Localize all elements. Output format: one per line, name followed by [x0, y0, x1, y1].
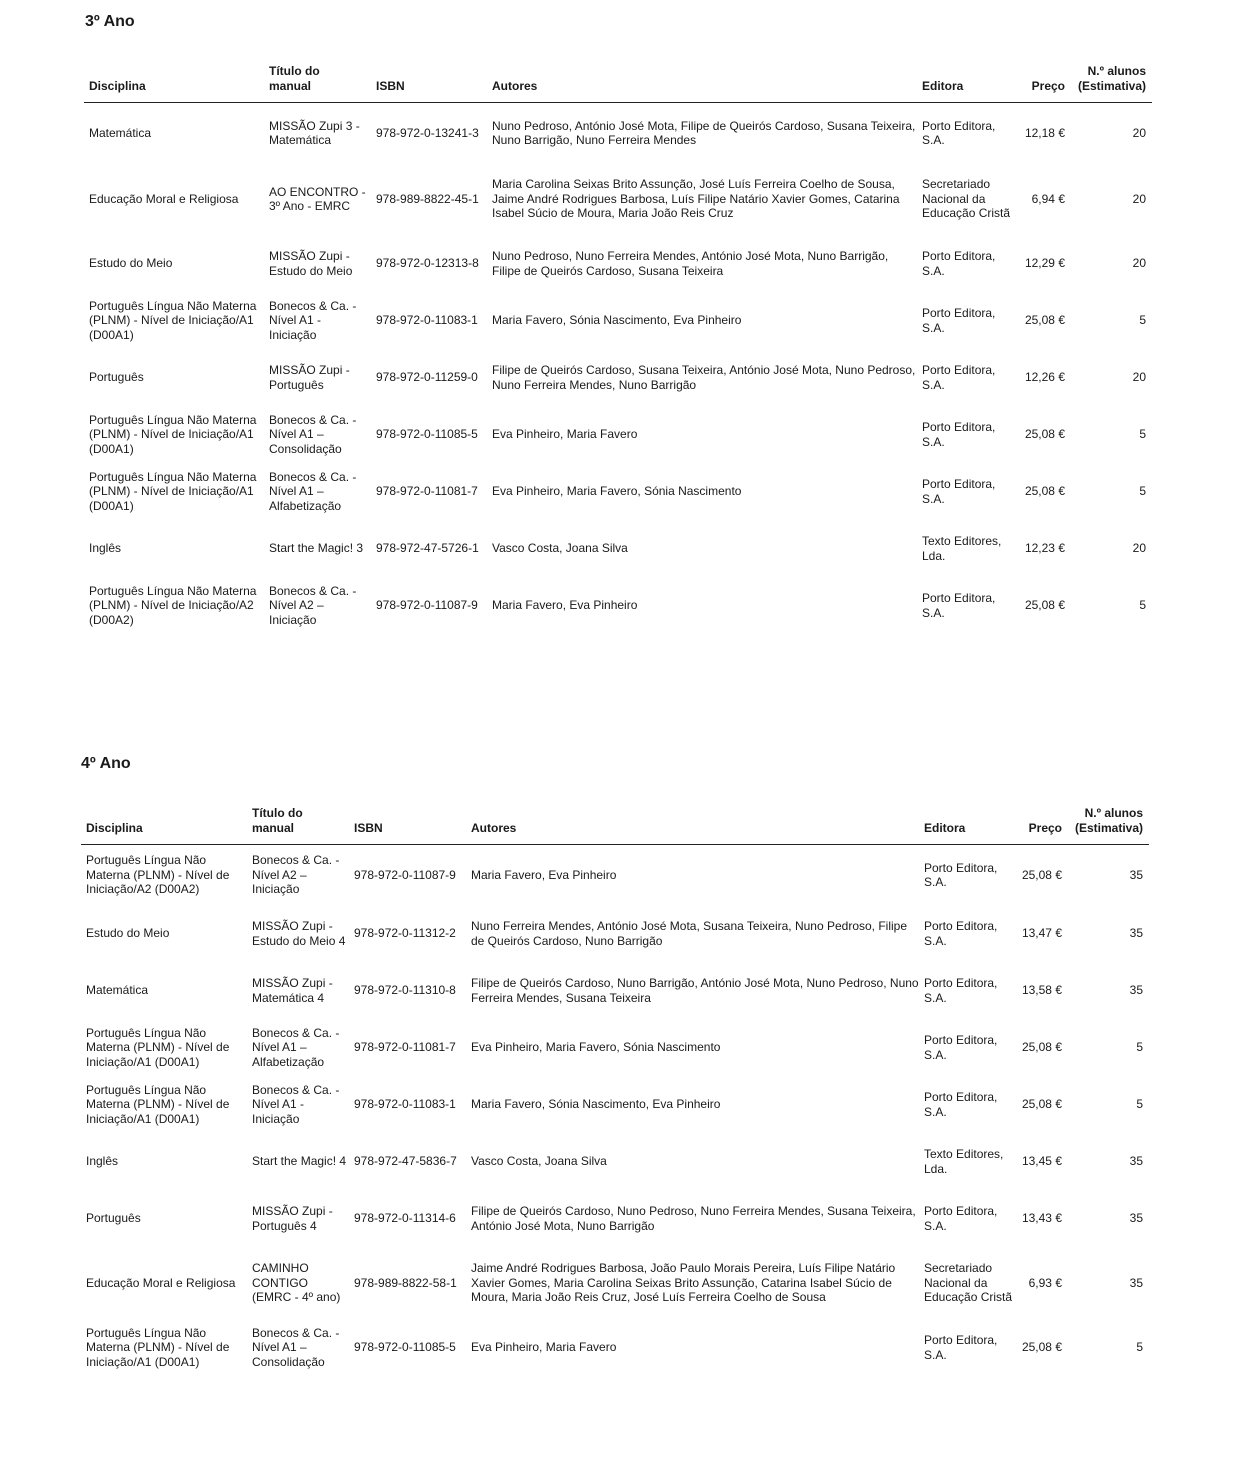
cell-titulo: MISSÃO Zupi 3 - Matemática: [269, 118, 360, 147]
cell-autores: Eva Pinheiro, Maria Favero: [471, 1340, 617, 1355]
table-row: [81, 905, 1149, 962]
cell-isbn: 978-972-0-11083-1: [354, 1097, 456, 1112]
cell-editora: Texto Editores, Lda.: [922, 534, 1002, 563]
table-row: [84, 577, 1152, 634]
table-body: [84, 103, 1152, 635]
header-autores: Autores: [487, 64, 917, 103]
cell-isbn: 978-972-0-11259-0: [376, 370, 478, 385]
cell-preco: 25,08 €: [1021, 1340, 1062, 1355]
cell-alunos: 20: [1132, 191, 1146, 206]
table-row: [84, 520, 1152, 577]
section-4-ano: [81, 752, 1151, 1376]
section-3-ano: [84, 10, 1154, 634]
header-alunos: N.º alunos (Estimativa): [1073, 64, 1152, 103]
cell-editora: Porto Editora, S.A.: [922, 249, 996, 278]
cell-alunos: 35: [1129, 867, 1143, 882]
cell-isbn: 978-972-0-11310-8: [354, 983, 456, 998]
cell-autores: Eva Pinheiro, Maria Favero: [492, 427, 638, 442]
cell-editora: Porto Editora, S.A.: [924, 1333, 998, 1362]
header-titulo: Título do manual: [264, 64, 371, 103]
section-title: 4º Ano: [81, 755, 131, 772]
cell-alunos: 5: [1139, 484, 1146, 499]
cell-editora: Porto Editora, S.A.: [922, 420, 996, 449]
table-body: [81, 845, 1149, 1377]
cell-titulo: Bonecos & Ca. - Nível A1 – Consolidação: [269, 412, 357, 456]
cell-preco: 25,08 €: [1024, 427, 1065, 442]
cell-disciplina: Português: [89, 370, 144, 385]
cell-autores: Vasco Costa, Joana Silva: [471, 1154, 607, 1169]
cell-isbn: 978-972-0-11083-1: [376, 313, 478, 328]
cell-disciplina: Matemática: [86, 983, 149, 998]
table-row: [84, 463, 1152, 520]
cell-titulo: Bonecos & Ca. - Nível A1 - Iniciação: [269, 298, 357, 342]
table-row: [81, 962, 1149, 1019]
cell-autores: Maria Carolina Seixas Brito Assunção, José Luís Ferreira Coelho de Sousa, Jaime André Rodrigues Barbosa, Luís Filipe Natário Xavier Gomes, Catarina Isabel Súcio de Moura, Maria João Reis Cruz: [492, 177, 900, 221]
table-row: [84, 406, 1152, 463]
cell-isbn: 978-972-0-11312-2: [354, 926, 456, 941]
cell-isbn: 978-972-0-13241-3: [376, 125, 479, 140]
table-row: [81, 1133, 1149, 1190]
cell-editora: Porto Editora, S.A.: [924, 1033, 998, 1062]
table-row: [84, 163, 1152, 235]
cell-autores: Filipe de Queirós Cardoso, Nuno Barrigão, António José Mota, Nuno Pedroso, Nuno Ferreira Mendes, Susana Teixeira: [471, 976, 919, 1005]
section-title: 3º Ano: [85, 13, 135, 30]
cell-titulo: Bonecos & Ca. - Nível A1 – Alfabetização: [252, 1025, 340, 1069]
header-autores: Autores: [466, 806, 919, 845]
cell-disciplina: Português Língua Não Materna (PLNM) - Nível de Iniciação/A1 (D00A1): [89, 469, 257, 513]
cell-autores: Maria Favero, Sónia Nascimento, Eva Pinheiro: [492, 313, 742, 328]
cell-preco: 25,08 €: [1021, 1040, 1062, 1055]
cell-autores: Maria Favero, Eva Pinheiro: [492, 598, 638, 613]
cell-autores: Jaime André Rodrigues Barbosa, João Paulo Morais Pereira, Luís Filipe Natário Xavier Gomes, Maria Carolina Seixas Brito Assunção, Catarina Isabel Súcio de Moura, Maria João Reis Cruz, José Luís Ferreira Coelho de Sousa: [471, 1261, 896, 1305]
header-editora: Editora: [917, 64, 1013, 103]
cell-titulo: AO ENCONTRO - 3º Ano - EMRC: [269, 184, 366, 213]
cell-editora: Secretariado Nacional da Educação Cristã: [922, 177, 1011, 221]
header-isbn: ISBN: [371, 64, 487, 103]
cell-disciplina: Matemática: [89, 125, 152, 140]
cell-titulo: Bonecos & Ca. - Nível A2 – Iniciação: [252, 853, 340, 897]
cell-preco: 13,43 €: [1021, 1211, 1062, 1226]
cell-isbn: 978-972-0-11085-5: [354, 1340, 456, 1355]
cell-autores: Filipe de Queirós Cardoso, Susana Teixeira, António José Mota, Nuno Pedroso, Nuno Ferreira Mendes, Nuno Barrigão: [492, 363, 916, 392]
cell-titulo: Bonecos & Ca. - Nível A2 – Iniciação: [269, 583, 357, 627]
cell-titulo: MISSÃO Zupi - Estudo do Meio: [269, 249, 353, 278]
cell-alunos: 5: [1139, 598, 1146, 613]
table-row: [81, 1076, 1149, 1133]
cell-editora: Porto Editora, S.A.: [924, 1204, 998, 1233]
cell-alunos: 20: [1132, 370, 1146, 385]
cell-alunos: 35: [1129, 1211, 1143, 1226]
cell-preco: 6,93 €: [1028, 1275, 1062, 1290]
cell-alunos: 5: [1139, 313, 1146, 328]
textbook-table: [84, 64, 1152, 634]
table-row: [84, 103, 1152, 164]
cell-isbn: 978-972-0-12313-8: [376, 256, 479, 271]
cell-disciplina: Educação Moral e Religiosa: [86, 1275, 236, 1290]
cell-preco: 13,58 €: [1021, 983, 1062, 998]
cell-preco: 25,08 €: [1021, 867, 1062, 882]
cell-titulo: Start the Magic! 4: [252, 1154, 347, 1169]
cell-alunos: 35: [1129, 926, 1143, 941]
header-preco: Preço: [1013, 806, 1070, 845]
cell-isbn: 978-972-47-5836-7: [354, 1154, 457, 1169]
cell-isbn: 978-972-0-11081-7: [376, 484, 478, 499]
cell-autores: Vasco Costa, Joana Silva: [492, 541, 628, 556]
cell-preco: 12,18 €: [1024, 125, 1065, 140]
cell-disciplina: Português Língua Não Materna (PLNM) - Nível de Iniciação/A1 (D00A1): [86, 1025, 230, 1069]
cell-alunos: 35: [1129, 1154, 1143, 1169]
cell-disciplina: Português Língua Não Materna (PLNM) - Nível de Iniciação/A1 (D00A1): [86, 1325, 230, 1369]
table-header-row: [84, 64, 1152, 103]
cell-titulo: MISSÃO Zupi - Português 4: [252, 1204, 333, 1233]
cell-alunos: 20: [1132, 125, 1146, 140]
cell-titulo: CAMINHO CONTIGO (EMRC - 4º ano): [252, 1261, 341, 1305]
cell-alunos: 35: [1129, 1275, 1143, 1290]
cell-disciplina: Português Língua Não Materna (PLNM) - Nível de Iniciação/A1 (D00A1): [89, 298, 257, 342]
cell-editora: Texto Editores, Lda.: [924, 1147, 1004, 1176]
cell-editora: Porto Editora, S.A.: [922, 477, 996, 506]
cell-editora: Porto Editora, S.A.: [922, 118, 996, 147]
cell-disciplina: Inglês: [86, 1154, 119, 1169]
cell-autores: Nuno Pedroso, António José Mota, Filipe de Queirós Cardoso, Susana Teixeira, Nuno Barrigão, Nuno Ferreira Mendes: [492, 118, 916, 147]
cell-titulo: MISSÃO Zupi - Matemática 4: [252, 976, 333, 1005]
cell-disciplina: Inglês: [89, 541, 122, 556]
cell-autores: Eva Pinheiro, Maria Favero, Sónia Nascimento: [492, 484, 742, 499]
cell-editora: Porto Editora, S.A.: [922, 306, 996, 335]
cell-preco: 12,23 €: [1024, 541, 1065, 556]
cell-alunos: 5: [1136, 1040, 1143, 1055]
header-disciplina: Disciplina: [81, 806, 247, 845]
cell-isbn: 978-989-8822-45-1: [376, 191, 479, 206]
cell-alunos: 5: [1136, 1340, 1143, 1355]
cell-alunos: 5: [1139, 427, 1146, 442]
cell-preco: 25,08 €: [1021, 1097, 1062, 1112]
table-row: [81, 1319, 1149, 1376]
table-row: [81, 1190, 1149, 1247]
table-row: [81, 845, 1149, 906]
cell-disciplina: Português Língua Não Materna (PLNM) - Nível de Iniciação/A1 (D00A1): [89, 412, 257, 456]
cell-alunos: 35: [1129, 983, 1143, 998]
textbook-table: [81, 806, 1149, 1376]
header-alunos: N.º alunos (Estimativa): [1070, 806, 1149, 845]
cell-alunos: 20: [1132, 256, 1146, 271]
cell-isbn: 978-972-0-11087-9: [376, 598, 478, 613]
cell-disciplina: Português Língua Não Materna (PLNM) - Nível de Iniciação/A1 (D00A1): [86, 1082, 230, 1126]
cell-editora: Porto Editora, S.A.: [924, 919, 998, 948]
cell-titulo: Bonecos & Ca. - Nível A1 – Alfabetização: [269, 469, 357, 513]
cell-preco: 6,94 €: [1031, 191, 1065, 206]
cell-editora: Secretariado Nacional da Educação Cristã: [924, 1261, 1013, 1305]
cell-preco: 12,26 €: [1024, 370, 1065, 385]
cell-editora: Porto Editora, S.A.: [922, 363, 996, 392]
cell-isbn: 978-989-8822-58-1: [354, 1275, 457, 1290]
table-header-row: [81, 806, 1149, 845]
cell-editora: Porto Editora, S.A.: [924, 1090, 998, 1119]
cell-titulo: MISSÃO Zupi - Português: [269, 363, 350, 392]
header-disciplina: Disciplina: [84, 64, 264, 103]
header-editora: Editora: [919, 806, 1013, 845]
cell-preco: 12,29 €: [1024, 256, 1065, 271]
header-preco: Preço: [1013, 64, 1073, 103]
header-isbn: ISBN: [349, 806, 466, 845]
cell-disciplina: Estudo do Meio: [86, 926, 170, 941]
cell-alunos: 20: [1132, 541, 1146, 556]
cell-preco: 25,08 €: [1024, 313, 1065, 328]
cell-editora: Porto Editora, S.A.: [924, 860, 998, 889]
cell-isbn: 978-972-0-11085-5: [376, 427, 478, 442]
cell-editora: Porto Editora, S.A.: [924, 976, 998, 1005]
table-row: [81, 1019, 1149, 1076]
cell-titulo: Start the Magic! 3: [269, 541, 364, 556]
table-row: [84, 235, 1152, 292]
cell-autores: Filipe de Queirós Cardoso, Nuno Pedroso, Nuno Ferreira Mendes, Susana Teixeira, António José Mota, Nuno Barrigão: [471, 1204, 916, 1233]
cell-preco: 25,08 €: [1024, 484, 1065, 499]
cell-preco: 13,45 €: [1021, 1154, 1062, 1169]
table-row: [81, 1247, 1149, 1319]
cell-isbn: 978-972-47-5726-1: [376, 541, 479, 556]
cell-autores: Maria Favero, Sónia Nascimento, Eva Pinheiro: [471, 1097, 721, 1112]
cell-alunos: 5: [1136, 1097, 1143, 1112]
cell-disciplina: Português Língua Não Materna (PLNM) - Nível de Iniciação/A2 (D00A2): [89, 583, 257, 627]
cell-preco: 25,08 €: [1024, 598, 1065, 613]
cell-titulo: Bonecos & Ca. - Nível A1 - Iniciação: [252, 1082, 340, 1126]
cell-autores: Maria Favero, Eva Pinheiro: [471, 867, 617, 882]
cell-preco: 13,47 €: [1021, 926, 1062, 941]
cell-disciplina: Educação Moral e Religiosa: [89, 191, 239, 206]
cell-editora: Porto Editora, S.A.: [922, 591, 996, 620]
cell-titulo: MISSÃO Zupi - Estudo do Meio 4: [252, 919, 346, 948]
cell-isbn: 978-972-0-11081-7: [354, 1040, 456, 1055]
cell-autores: Nuno Ferreira Mendes, António José Mota, Susana Teixeira, Nuno Pedroso, Filipe de Queirós Cardoso, Nuno Barrigão: [471, 919, 908, 948]
cell-autores: Eva Pinheiro, Maria Favero, Sónia Nascimento: [471, 1040, 721, 1055]
cell-autores: Nuno Pedroso, Nuno Ferreira Mendes, António José Mota, Nuno Barrigão, Filipe de Queirós Cardoso, Susana Teixeira: [492, 249, 889, 278]
cell-isbn: 978-972-0-11087-9: [354, 867, 456, 882]
table-row: [84, 349, 1152, 406]
cell-isbn: 978-972-0-11314-6: [354, 1211, 456, 1226]
cell-disciplina: Português Língua Não Materna (PLNM) - Nível de Iniciação/A2 (D00A2): [86, 853, 230, 897]
table-row: [84, 292, 1152, 349]
header-titulo: Título do manual: [247, 806, 349, 845]
cell-disciplina: Português: [86, 1211, 141, 1226]
cell-titulo: Bonecos & Ca. - Nível A1 – Consolidação: [252, 1325, 340, 1369]
cell-disciplina: Estudo do Meio: [89, 256, 173, 271]
